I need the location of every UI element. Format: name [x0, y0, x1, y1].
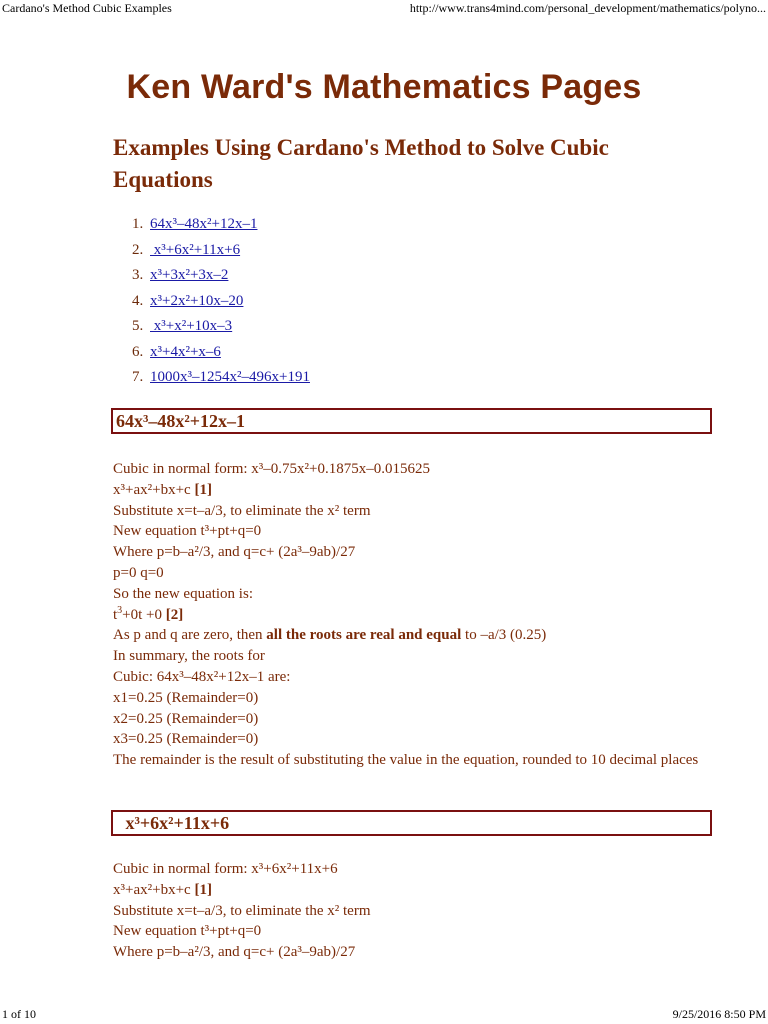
- toc-number: 3.: [132, 267, 144, 283]
- section-title-2: x³+6x²+11x+6: [111, 810, 712, 836]
- toc-item: [132, 263, 310, 289]
- body-line: Cubic: 64x³–48x²+12x–1 are:: [113, 668, 291, 685]
- toc-item: [132, 314, 310, 340]
- body-line: [113, 605, 723, 626]
- body-line: In summary, the roots for: [113, 648, 265, 665]
- toc-link[interactable]: x³+4x²+x–6: [150, 343, 221, 360]
- toc-item: [132, 238, 310, 264]
- print-header-url: http://www.trans4mind.com/personal_development/mathematics/polyno...: [409, 1, 766, 15]
- formula-variable: t: [113, 606, 118, 623]
- body-line: x2=0.25 (Remainder=0): [113, 710, 259, 727]
- body-line: Substitute x=t–a/3, to eliminate the x² term: [113, 902, 371, 919]
- body-text-span: to –a/3 (0.25): [461, 627, 547, 644]
- toc-link[interactable]: 64x³–48x²+12x–1: [150, 216, 258, 232]
- site-title: Ken Ward's Mathematics Pages: [126, 68, 642, 106]
- reference-marker: [1]: [194, 881, 212, 898]
- page-heading: Examples Using Cardano's Method to Solve Cubic Equations: [113, 135, 609, 192]
- body-line: p=0 q=0: [113, 564, 164, 581]
- toc-link[interactable]: 1000x³–1254x²–496x+191: [150, 369, 310, 385]
- toc-number: 2.: [132, 241, 144, 258]
- reference-marker: [1]: [194, 481, 212, 498]
- body-line: New equation t³+pt+q=0: [113, 523, 262, 540]
- toc-number: 6.: [132, 343, 144, 360]
- body-line: Substitute x=t–a/3, to eliminate the x² term: [113, 502, 371, 519]
- print-header: [0, 0, 768, 16]
- body-line: New equation t³+pt+q=0: [113, 923, 262, 940]
- formula-text: x³+ax²+bx+c: [113, 881, 195, 898]
- print-header-title: Cardano's Method Cubic Examples: [2, 1, 172, 15]
- body-line: Cubic in normal form: x³–0.75x²+0.1875x–0.015625: [113, 461, 431, 477]
- body-line: [113, 880, 723, 901]
- body-line: Where p=b–a²/3, and q=c+ (2a³–9ab)/27: [113, 544, 356, 561]
- body-line: Where p=b–a²/3, and q=c+ (2a³–9ab)/27: [113, 944, 356, 961]
- toc-number: 4.: [132, 292, 144, 309]
- body-line: So the new equation is:: [113, 585, 253, 602]
- section-body-1: [113, 459, 723, 771]
- section-title-1: 64x³–48x²+12x–1: [111, 408, 712, 434]
- body-line: x1=0.25 (Remainder=0): [113, 689, 259, 706]
- body-line: Cubic in normal form: x³+6x²+11x+6: [113, 861, 338, 877]
- reference-marker: [2]: [165, 606, 184, 623]
- toc-item: [132, 365, 310, 391]
- toc-item: [132, 289, 310, 315]
- print-timestamp: 9/25/2016 8:50 PM: [672, 1007, 766, 1021]
- body-line: [113, 480, 723, 501]
- toc-link[interactable]: x³+6x²+11x+6: [150, 241, 241, 258]
- body-text-span: As p and q are zero, then: [113, 627, 267, 644]
- toc-link[interactable]: x³+2x²+10x–20: [150, 292, 244, 309]
- toc-number: 7.: [132, 369, 144, 385]
- body-line: [113, 625, 723, 646]
- print-footer: [0, 1004, 768, 1024]
- formula-exponent: 3: [117, 604, 123, 616]
- formula-text: x³+ax²+bx+c: [113, 481, 195, 498]
- toc-link[interactable]: x³+3x²+3x–2: [150, 267, 229, 283]
- toc-number: 1.: [132, 216, 144, 232]
- emphasis-text: all the roots are real and equal: [266, 627, 462, 644]
- body-line: x3=0.25 (Remainder=0): [113, 731, 259, 748]
- body-line: The remainder is the result of substituting the value in the equation, rounded to 10 decimal places: [113, 752, 699, 769]
- toc-link[interactable]: x³+x²+10x–3: [150, 318, 233, 334]
- toc-number: 5.: [132, 318, 144, 334]
- formula-text: +0t +0: [122, 606, 166, 623]
- toc-item: [132, 212, 310, 238]
- section-body-2: [113, 859, 723, 963]
- toc-item: [132, 340, 310, 366]
- table-of-contents: [132, 212, 310, 391]
- page-counter: 1 of 10: [2, 1007, 36, 1021]
